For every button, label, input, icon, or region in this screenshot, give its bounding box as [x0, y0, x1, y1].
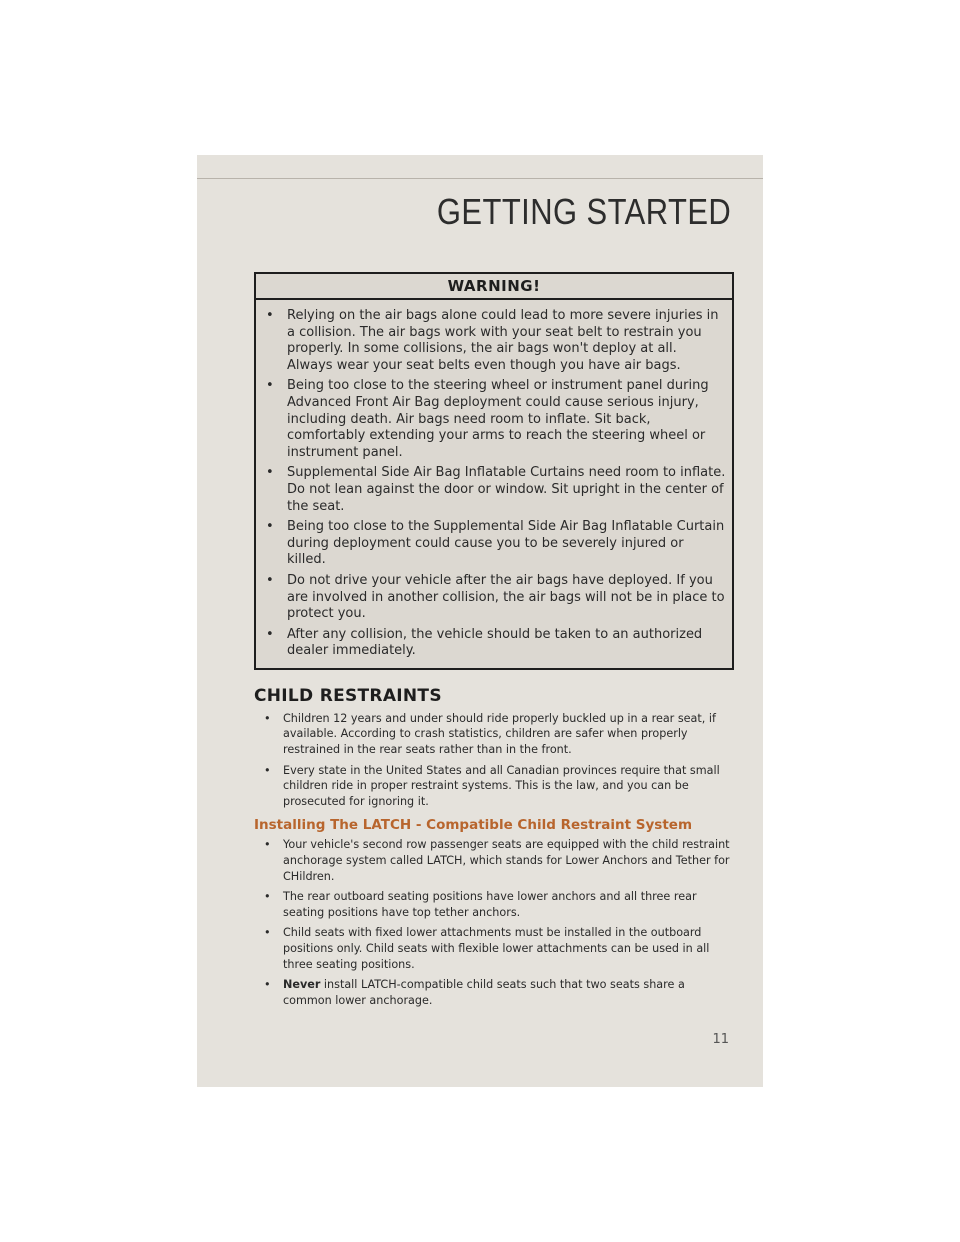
warning-heading: WARNING!: [256, 274, 732, 300]
latch-heading: Installing The LATCH - Compatible Child Restraint System: [254, 817, 693, 834]
warning-item: • Being too close to the Supplemental Side Air Bag Inflatable Curtain during deployment could cause you to be severely injured or killed.: [266, 519, 726, 569]
page-content: [254, 272, 734, 1013]
list-item: • Every state in the United States and all Canadian provinces require that small children ride in proper restraint systems. This is the law, and you can be prosecuted for ignoring it.: [264, 763, 734, 810]
warning-box: [254, 272, 734, 670]
list-item: • Your vehicle's second row passenger seats are equipped with the child restraint anchorage system called LATCH, which stands for Lower Anchors and Tether for CHildren.: [264, 837, 734, 884]
never-item-text: install LATCH-compatible child seats such that two seats share a common lower anchorage.: [283, 978, 685, 1007]
section-title: GETTING STARTED: [436, 191, 731, 232]
child-restraints-heading: CHILD RESTRAINTS: [254, 685, 442, 706]
never-emphasis: Never: [283, 978, 321, 992]
list-item: • Child seats with fixed lower attachments must be installed in the outboard positions only. Child seats with flexible lower attachments can be used in all three seating positions.: [264, 925, 734, 972]
warning-item: • Supplemental Side Air Bag Inflatable Curtains need room to inflate. Do not lean against the door or window. Sit upright in the center of the seat.: [266, 465, 726, 515]
header-rule: [197, 178, 763, 179]
list-item: • The rear outboard seating positions have lower anchors and all three rear seating positions have top tether anchors.: [264, 889, 734, 920]
warning-item: • Do not drive your vehicle after the air bags have deployed. If you are involved in another collision, the air bags will not be in place to protect you.: [266, 573, 726, 623]
warning-item: • After any collision, the vehicle should be taken to an authorized dealer immediately.: [266, 627, 726, 660]
page-number: 11: [712, 1032, 729, 1047]
warning-item: • Being too close to the steering wheel or instrument panel during Advanced Front Air Bag deployment could cause serious injury, including death. Air bags need room to inflate. Sit back, comfortably extending your arms to reach the steering wheel or instrument panel.: [266, 378, 726, 461]
list-item: [264, 977, 734, 1008]
child-restraints-list: [254, 711, 734, 810]
manual-page: [197, 155, 763, 1087]
warning-list: [256, 300, 732, 668]
latch-list: [254, 837, 734, 1008]
list-item: • Children 12 years and under should ride properly buckled up in a rear seat, if available. According to crash statistics, children are safer when properly restrained in the rear seats rather than in the front.: [264, 711, 734, 758]
warning-item: • Relying on the air bags alone could lead to more severe injuries in a collision. The air bags work with your seat belt to restrain you properly. In some collisions, the air bags won't deploy at all. Always wear your seat belts even though you have air bags.: [266, 308, 726, 374]
